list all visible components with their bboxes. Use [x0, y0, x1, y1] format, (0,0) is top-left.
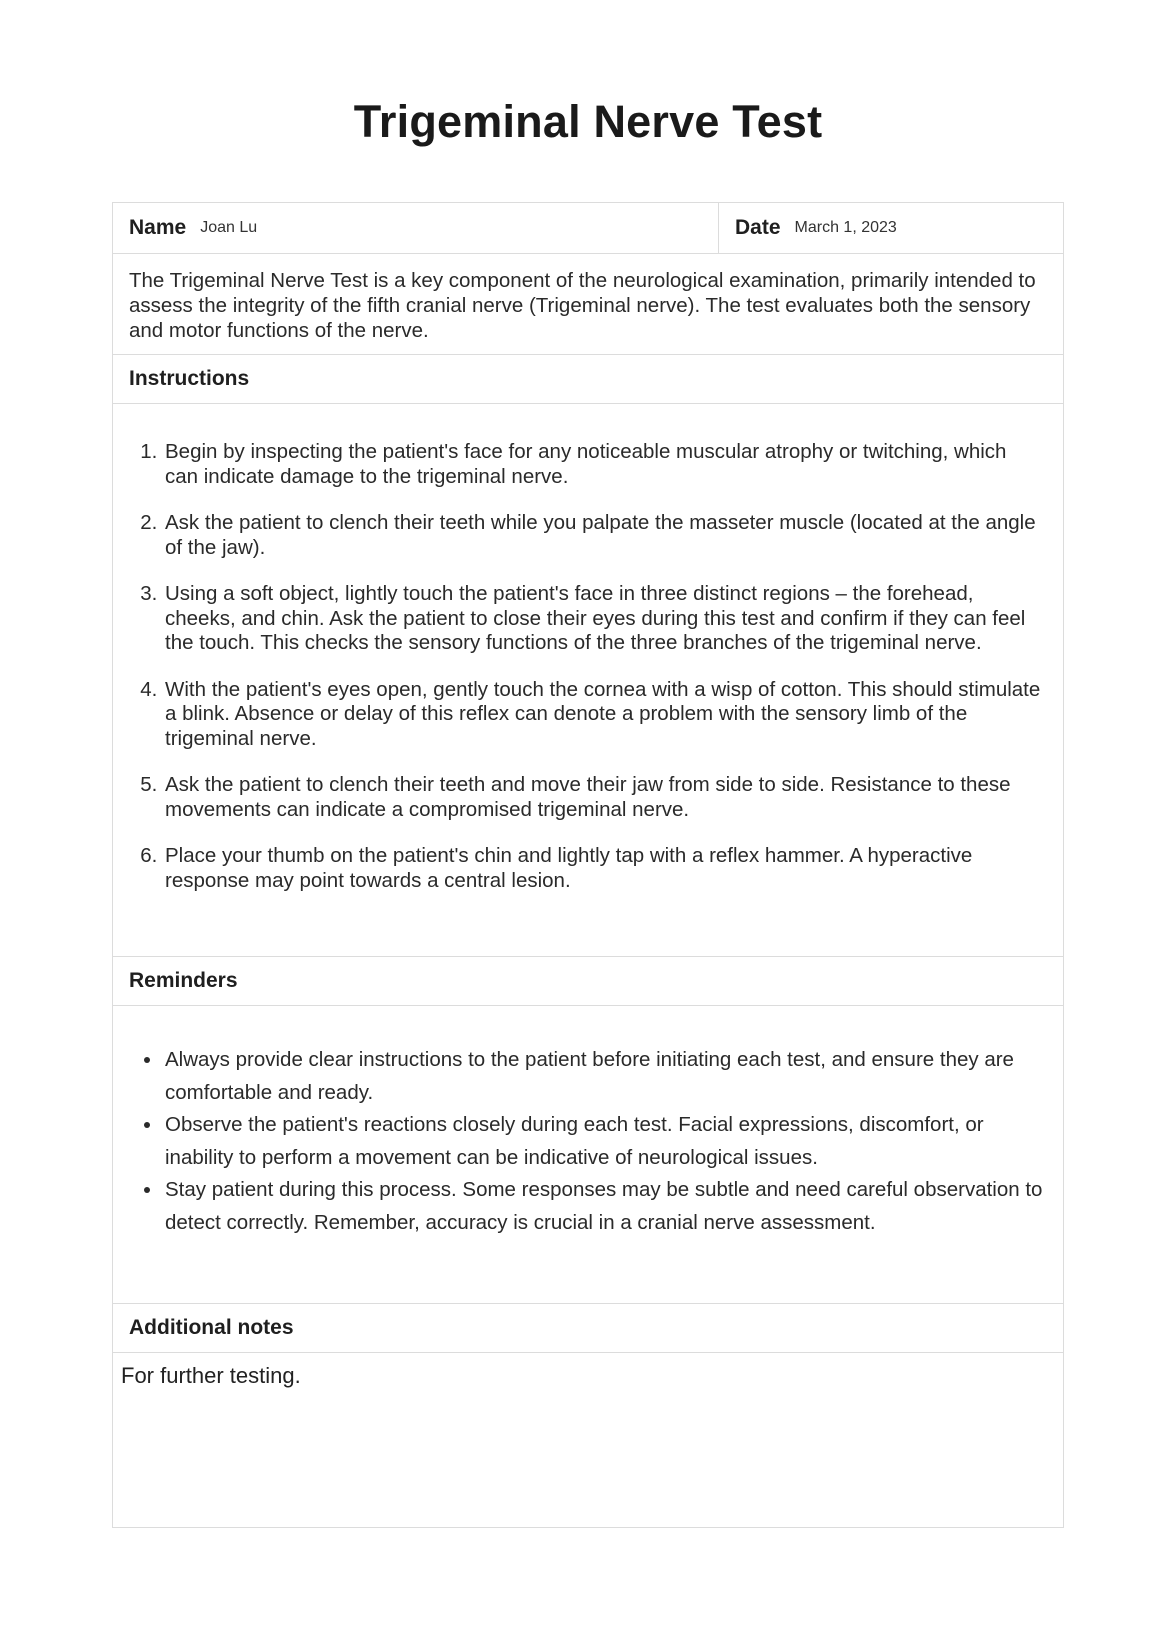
instruction-item: 4. With the patient's eyes open, gently touch the cornea with a wisp of cotton. This should stimulate a blink. Absence or delay of this reflex can denote a problem with the sensory limb of the trigeminal nerve. — [163, 678, 1043, 752]
reminders-list — [129, 1044, 1043, 1239]
intro-text: The Trigeminal Nerve Test is a key component of the neurological examination, primarily intended to assess the integrity of the fifth cranial nerve (Trigeminal nerve). The test evaluates both the sensory and motor functions of the nerve. — [113, 254, 1063, 355]
instruction-item: 3. Using a soft object, lightly touch the patient's face in three distinct regions – the forehead, cheeks, and chin. Ask the patient to close their eyes during this test and confirm if they can feel the touch. This checks the sensory functions of the three branches of the trigeminal nerve. — [163, 582, 1043, 656]
test-form — [112, 202, 1064, 1528]
name-label: Name — [129, 216, 187, 239]
instruction-item: 6. Place your thumb on the patient's chin and lightly tap with a reflex hammer. A hyperactive response may point towards a central lesion. — [163, 844, 1043, 893]
reminder-item: • Always provide clear instructions to the patient before initiating each test, and ensure they are comfortable and ready. — [163, 1044, 1043, 1109]
name-value[interactable]: Joan Lu — [200, 219, 258, 236]
reminders-section — [113, 1006, 1063, 1304]
date-label: Date — [735, 216, 781, 239]
instructions-heading: Instructions — [113, 355, 1063, 404]
reminder-item: • Stay patient during this process. Some responses may be subtle and need careful observation to detect correctly. Remember, accuracy is crucial in a cranial nerve assessment. — [163, 1174, 1043, 1239]
instruction-item: 1. Begin by inspecting the patient's face for any noticeable muscular atrophy or twitching, which can indicate damage to the trigeminal nerve. — [163, 440, 1043, 489]
instructions-list — [129, 440, 1043, 893]
instructions-section — [113, 404, 1063, 957]
instruction-item: 5. Ask the patient to clench their teeth and move their jaw from side to side. Resistance to these movements can indicate a compromised trigeminal nerve. — [163, 773, 1043, 822]
reminders-heading: Reminders — [113, 957, 1063, 1006]
date-cell — [719, 203, 1063, 253]
instruction-item: 2. Ask the patient to clench their teeth while you palpate the masseter muscle (located at the angle of the jaw). — [163, 511, 1043, 560]
reminder-item: • Observe the patient's reactions closely during each test. Facial expressions, discomfort, or inability to perform a movement can be indicative of neurological issues. — [163, 1109, 1043, 1174]
document-title: Trigeminal Nerve Test — [353, 96, 823, 147]
patient-info-row — [113, 203, 1063, 254]
date-value[interactable]: March 1, 2023 — [794, 219, 897, 236]
name-cell — [113, 203, 719, 253]
notes-heading: Additional notes — [113, 1304, 1063, 1353]
notes-field[interactable]: For further testing. — [121, 1363, 301, 1388]
